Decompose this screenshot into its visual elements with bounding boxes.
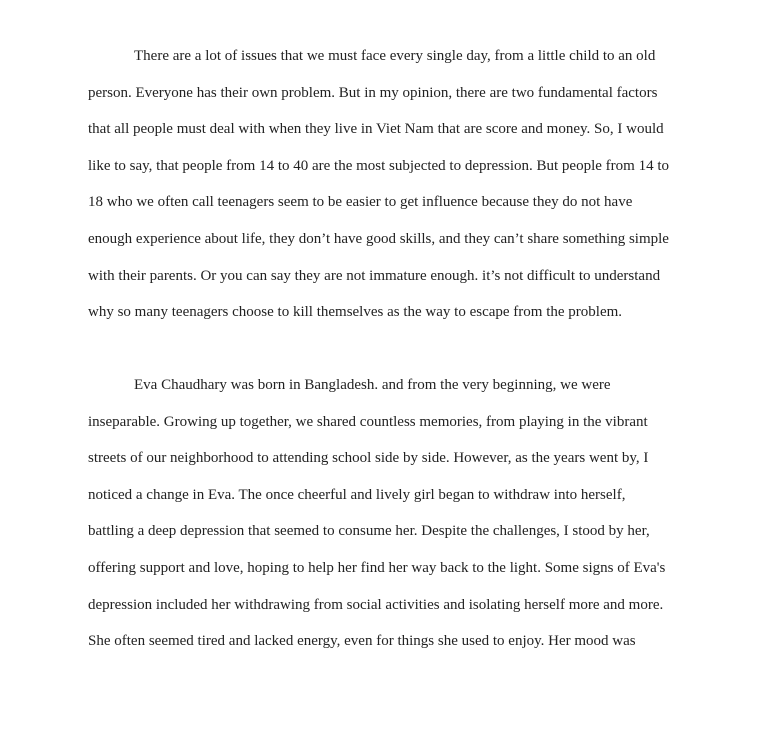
text-line: noticed a change in Eva. The once cheerful and lively girl began to withdraw into herself, bbox=[88, 486, 626, 503]
text-line: battling a deep depression that seemed to consume her. Despite the challenges, I stood by her, bbox=[88, 523, 650, 540]
text-line: enough experience about life, they don’t have good skills, and they can’t share something simple bbox=[88, 230, 669, 247]
text-line: offering support and love, hoping to help her find her way back to the light. Some signs of Eva's bbox=[88, 559, 666, 576]
text-line: like to say, that people from 14 to 40 are the most subjected to depression. But people from 14 to bbox=[88, 157, 669, 174]
text-line: with their parents. Or you can say they are not immature enough. it’s not difficult to understand bbox=[88, 267, 661, 284]
text-line: Eva Chaudhary was born in Bangladesh. and from the very beginning, we were bbox=[134, 377, 611, 393]
text-line: that all people must deal with when they live in Viet Nam that are score and money. So, I would bbox=[88, 121, 664, 138]
paragraph-eva-story bbox=[88, 367, 688, 660]
text-line: why so many teenagers choose to kill themselves as the way to escape from the problem. bbox=[88, 304, 623, 321]
text-line: streets of our neighborhood to attending school side by side. However, as the years went by, I bbox=[88, 450, 649, 467]
text-line: There are a lot of issues that we must face every single day, from a little child to an old bbox=[134, 48, 656, 64]
paragraph-teen-depression bbox=[88, 38, 688, 331]
text-line: person. Everyone has their own problem. But in my opinion, there are two fundamental factors bbox=[88, 84, 658, 101]
text-line: inseparable. Growing up together, we shared countless memories, from playing in the vibrant bbox=[88, 413, 648, 430]
text-line: 18 who we often call teenagers seem to be easier to get influence because they do not have bbox=[88, 194, 633, 211]
text-line: She often seemed tired and lacked energy, even for things she used to enjoy. Her mood was bbox=[88, 633, 636, 650]
text-line: depression included her withdrawing from social activities and isolating herself more and more. bbox=[88, 596, 664, 613]
